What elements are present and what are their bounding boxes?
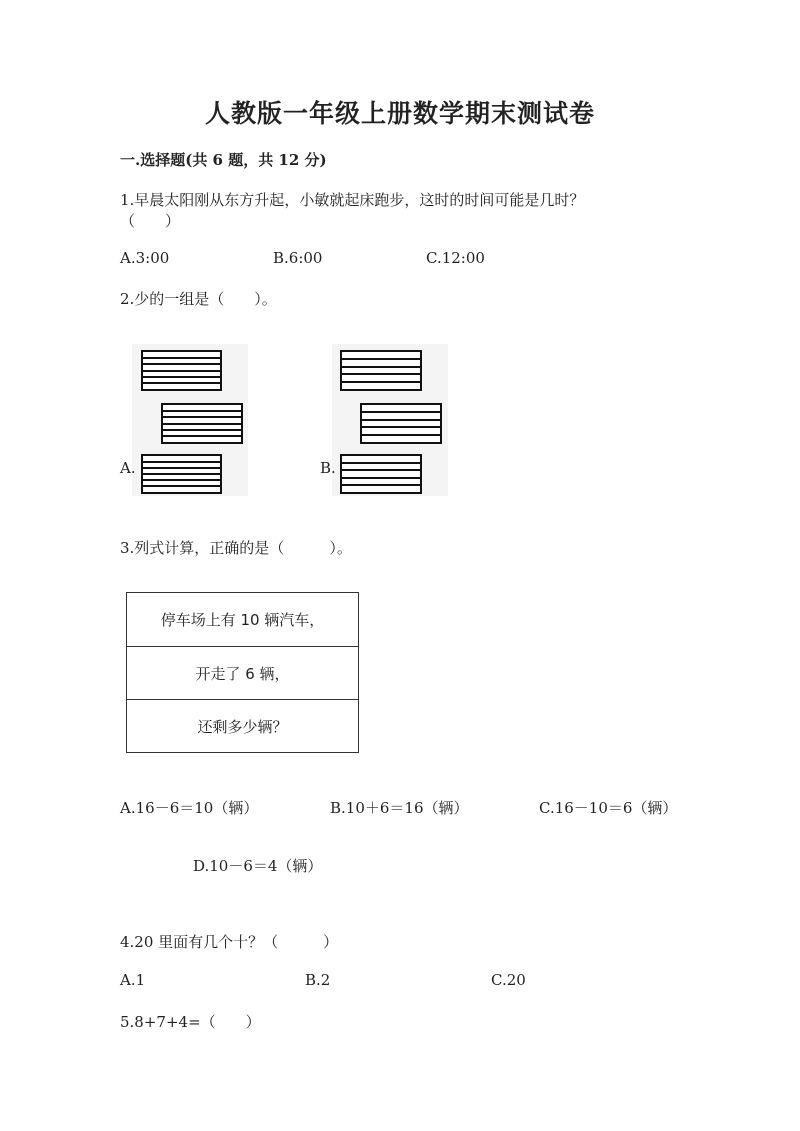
box-line bbox=[143, 357, 220, 359]
box-line bbox=[362, 419, 440, 421]
box-line bbox=[342, 366, 420, 368]
word-problem-table bbox=[126, 592, 359, 753]
line-group-box bbox=[161, 403, 243, 444]
box-line bbox=[163, 423, 241, 425]
word-problem-row-2: 开走了 6 辆， bbox=[127, 646, 358, 699]
question-1-option-a[interactable]: A.3:00 bbox=[120, 249, 170, 267]
line-group-box bbox=[340, 454, 422, 494]
question-2-option-b[interactable]: B. bbox=[320, 459, 336, 477]
question-1-blank: （ ） bbox=[120, 212, 181, 230]
box-line bbox=[163, 429, 241, 431]
question-2-option-a[interactable]: A. bbox=[120, 459, 136, 477]
word-problem-row-1: 停车场上有 10 辆汽车， bbox=[160, 611, 325, 629]
question-4-stem: 4.20 里面有几个十？（ ） bbox=[120, 933, 339, 951]
box-line bbox=[342, 469, 420, 471]
box-line bbox=[342, 484, 420, 486]
question-3-option-c[interactable]: C.16－10＝6（辆） bbox=[539, 799, 678, 817]
box-line bbox=[143, 376, 220, 378]
question-1-option-b[interactable]: B.6:00 bbox=[273, 249, 323, 267]
box-line bbox=[143, 461, 220, 463]
box-line bbox=[143, 370, 220, 372]
box-line bbox=[163, 416, 241, 418]
box-line bbox=[362, 411, 440, 413]
question-2-stem: 2.少的一组是（ ）。 bbox=[120, 290, 277, 308]
question-5-stem: 5.8+7+4=（ ） bbox=[120, 1013, 261, 1031]
box-line bbox=[342, 381, 420, 383]
question-4-option-a[interactable]: A.1 bbox=[120, 971, 146, 989]
box-line bbox=[143, 467, 220, 469]
section-heading: 一.选择题(共 6 题，共 12 分) bbox=[120, 151, 327, 169]
box-line bbox=[342, 462, 420, 464]
line-group-box bbox=[141, 454, 222, 494]
box-line bbox=[362, 426, 440, 428]
question-3-option-d[interactable]: D.10－6＝4（辆） bbox=[193, 857, 323, 875]
question-1-option-c[interactable]: C.12:00 bbox=[426, 249, 485, 267]
box-line bbox=[143, 363, 220, 365]
question-4-option-c[interactable]: C.20 bbox=[491, 971, 526, 989]
line-group-box bbox=[360, 403, 442, 444]
box-line bbox=[342, 477, 420, 479]
box-line bbox=[163, 435, 241, 437]
line-group-box bbox=[141, 350, 222, 391]
box-line bbox=[143, 473, 220, 475]
box-line bbox=[362, 434, 440, 436]
question-1-stem: 1.早晨太阳刚从东方升起，小敏就起床跑步，这时的时间可能是几时？ bbox=[120, 191, 585, 209]
box-line bbox=[163, 410, 241, 412]
box-line bbox=[143, 479, 220, 481]
line-group-box bbox=[340, 350, 422, 391]
box-line bbox=[342, 358, 420, 360]
box-line bbox=[342, 373, 420, 375]
question-3-stem: 3.列式计算，正确的是（ ）。 bbox=[120, 539, 352, 557]
word-problem-row-3: 还剩多少辆？ bbox=[127, 699, 358, 752]
box-line bbox=[143, 485, 220, 487]
question-4-option-b[interactable]: B.2 bbox=[305, 971, 331, 989]
box-line bbox=[143, 382, 220, 384]
page-title: 人教版一年级上册数学期末测试卷 bbox=[204, 99, 595, 128]
question-3-option-a[interactable]: A.16－6＝10（辆） bbox=[120, 799, 259, 817]
question-3-option-b[interactable]: B.10＋6＝16（辆） bbox=[330, 799, 469, 817]
